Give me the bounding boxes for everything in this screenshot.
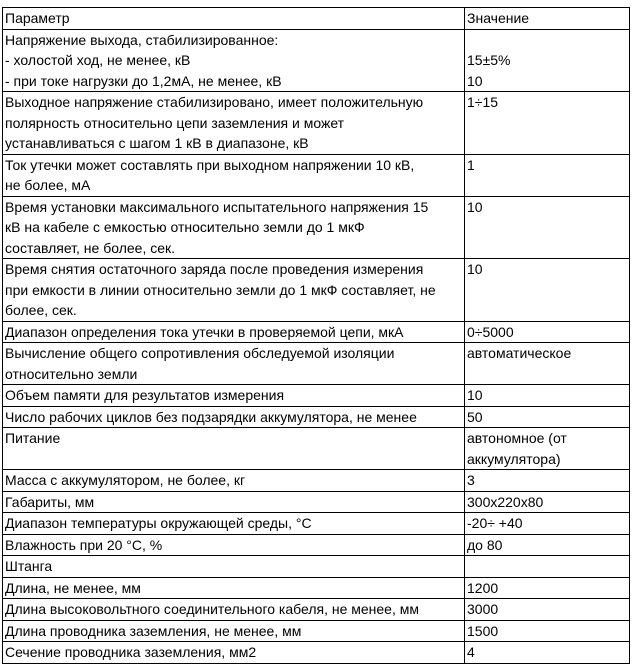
- param-cell: [3, 385, 465, 407]
- table-row: [3, 534, 630, 556]
- value-line: -20÷ +40: [467, 515, 523, 531]
- param-line: Длина, не менее, мм: [5, 579, 141, 596]
- value-line: [467, 30, 627, 51]
- value-line: 4: [467, 644, 475, 660]
- header-param-cell: Параметр: [3, 8, 465, 30]
- value-line: 50: [467, 408, 483, 425]
- value-line: [467, 113, 627, 134]
- value-line: 15±5%: [467, 52, 511, 68]
- value-line: автоматическое: [467, 345, 572, 361]
- value-line: [467, 300, 627, 321]
- param-line: Сечение проводника заземления, мм2: [5, 644, 257, 660]
- value-cell: [465, 642, 630, 664]
- table-row: [3, 406, 630, 428]
- value-line: 1: [467, 156, 475, 173]
- table-row: [3, 491, 630, 513]
- param-line: относительно земли: [5, 365, 138, 382]
- param-line: Число рабочих циклов без подзарядки аккумулятора, не менее: [5, 408, 417, 425]
- value-line: аккумулятора): [467, 450, 561, 467]
- table-row: [3, 642, 630, 664]
- value-cell: [465, 577, 630, 599]
- value-cell: [465, 428, 630, 470]
- param-cell: [3, 259, 465, 322]
- param-cell: [3, 196, 465, 259]
- param-cell: [3, 321, 465, 343]
- value-line: 1500: [467, 622, 499, 639]
- param-line: - при токе нагрузки до 1,2мА, не менее, кВ: [5, 72, 282, 89]
- value-cell: [465, 385, 630, 407]
- param-cell: [3, 470, 465, 492]
- value-line: [467, 175, 627, 196]
- value-cell: [465, 556, 630, 578]
- param-line: при емкости в линии относительно земли до 1 мкФ составляет, не: [5, 281, 436, 298]
- value-cell: [465, 259, 630, 322]
- param-line: Ток утечки может составлять при выходном напряжении 10 кВ,: [5, 156, 415, 173]
- value-line: автономное (от: [467, 430, 567, 446]
- param-cell: [3, 428, 465, 470]
- value-cell: [465, 196, 630, 259]
- value-line: [467, 556, 627, 577]
- table-row: [3, 196, 630, 259]
- table-row: [3, 259, 630, 322]
- spec-table-body: [3, 8, 630, 664]
- param-cell: [3, 154, 465, 196]
- param-cell: [3, 406, 465, 428]
- param-line: Объем памяти для результатов измерения: [5, 387, 285, 403]
- value-line: 10: [467, 72, 483, 89]
- param-line: Габариты, мм: [5, 493, 95, 510]
- table-row: [3, 428, 630, 470]
- value-line: [467, 133, 627, 154]
- param-line: не более, мА: [5, 177, 91, 193]
- param-cell: [3, 577, 465, 599]
- param-line: Штанга: [5, 558, 53, 574]
- param-cell: [3, 556, 465, 578]
- value-cell: [465, 406, 630, 428]
- value-cell: [465, 92, 630, 155]
- spec-table: [2, 7, 630, 664]
- value-cell: [465, 534, 630, 556]
- param-cell: [3, 92, 465, 155]
- value-line: [467, 364, 627, 385]
- table-row: [3, 321, 630, 343]
- param-cell: [3, 29, 465, 92]
- value-line: 3: [467, 472, 475, 488]
- value-cell: [465, 343, 630, 385]
- value-cell: [465, 513, 630, 535]
- value-cell: [465, 154, 630, 196]
- param-line: Вычисление общего сопротивления обследуемой изоляции: [5, 345, 395, 361]
- value-cell: [465, 599, 630, 621]
- value-line: 1÷15: [467, 94, 499, 110]
- param-cell: [3, 599, 465, 621]
- param-line: Время снятия остаточного заряда после проведения измерения: [5, 261, 424, 277]
- param-line: Масса с аккумулятором, не более, кг: [5, 472, 246, 488]
- value-line: 0÷5000: [467, 323, 514, 340]
- value-line: 300х220х80: [467, 493, 544, 510]
- param-cell: [3, 513, 465, 535]
- table-row: [3, 385, 630, 407]
- table-row: [3, 513, 630, 535]
- param-line: составляет, не более, сек.: [5, 239, 176, 256]
- param-line: Длина проводника заземления, не менее, мм: [5, 622, 302, 639]
- param-line: более, сек.: [5, 302, 77, 318]
- param-line: полярность относительно цепи заземления и может: [5, 114, 345, 131]
- param-line: кВ на кабеле с емкостью относительно земли до 1 мкФ: [5, 219, 365, 235]
- table-row: [3, 620, 630, 642]
- value-line: 1200: [467, 579, 499, 596]
- param-line: Влажность при 20 °С, %: [5, 536, 163, 553]
- param-line: Диапазон определения тока утечки в проверяемой цепи, мкА: [5, 323, 404, 340]
- table-row: [3, 343, 630, 385]
- value-line: [467, 217, 627, 238]
- value-cell: [465, 321, 630, 343]
- table-row: [3, 577, 630, 599]
- table-row: [3, 29, 630, 92]
- header-value-cell: Значение: [465, 8, 630, 30]
- table-row: [3, 92, 630, 155]
- param-line: [5, 449, 462, 470]
- value-line: 10: [467, 198, 483, 215]
- table-row: [3, 154, 630, 196]
- value-line: 10: [467, 387, 483, 403]
- value-line: 3000: [467, 601, 499, 617]
- table-row: [3, 470, 630, 492]
- value-line: [467, 238, 627, 259]
- param-line: Длина высоковольтного соединительного кабеля, не менее, мм: [5, 601, 419, 617]
- param-line: - холостой ход, не менее, кВ: [5, 52, 191, 68]
- table-row: [3, 556, 630, 578]
- param-line: Диапазон температуры окружающей среды, °С: [5, 515, 312, 531]
- value-cell: [465, 29, 630, 92]
- param-cell: [3, 620, 465, 642]
- param-line: Время установки максимального испытательного напряжения 15: [5, 198, 429, 215]
- table-row: [3, 599, 630, 621]
- param-line: устанавливаться с шагом 1 кВ в диапазоне, кВ: [5, 135, 309, 151]
- param-line: Выходное напряжение стабилизировано, имеет положительную: [5, 94, 424, 110]
- param-cell: [3, 343, 465, 385]
- value-line: до 80: [467, 536, 503, 553]
- param-cell: [3, 642, 465, 664]
- header-row: [3, 8, 630, 30]
- value-cell: [465, 470, 630, 492]
- value-cell: [465, 491, 630, 513]
- value-line: 10: [467, 261, 483, 277]
- param-line: Напряжение выхода, стабилизированное:: [5, 31, 279, 48]
- param-cell: [3, 534, 465, 556]
- value-line: [467, 280, 627, 301]
- value-cell: [465, 620, 630, 642]
- param-line: Питание: [5, 430, 61, 446]
- param-cell: [3, 491, 465, 513]
